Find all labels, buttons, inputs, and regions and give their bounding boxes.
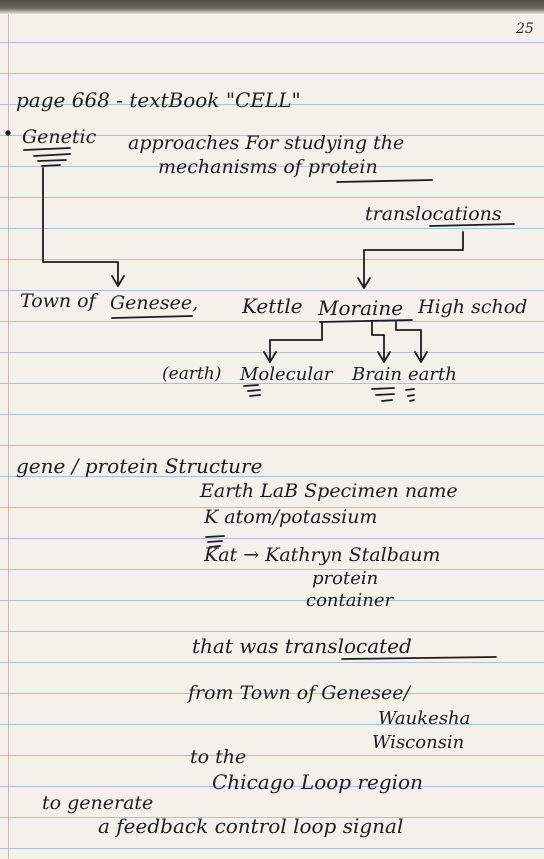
protein-word: protein (312, 568, 379, 589)
earth-word: earth (408, 364, 457, 385)
earth-paren: (earth) (162, 364, 222, 384)
arrow-translocations-moraine (364, 232, 463, 285)
branch-brain (372, 322, 384, 360)
underline-moraine (320, 320, 412, 322)
wisconsin-word: Wisconsin (372, 732, 465, 753)
page-number: 25 (516, 21, 534, 37)
source-line: page 668 - textBook "CELL" (16, 88, 301, 112)
from-line: from Town of Genesee/ (188, 682, 410, 704)
kettle-word: Kettle (242, 294, 303, 318)
bullet-dot (6, 131, 10, 135)
brain-word: Brain (352, 364, 402, 385)
town-of: Town of (20, 290, 96, 312)
approaches-line: approaches For studying the (128, 132, 405, 154)
high-school: High schod (418, 296, 528, 318)
k-atom-line: K atom/potassium (204, 506, 378, 528)
branch-molecular (270, 322, 322, 360)
gene-protein-line: gene / protein Structure (16, 454, 263, 478)
that-was-line: that was translocated (192, 634, 412, 658)
underline-genesee (112, 316, 192, 318)
moraine-word: Moraine (318, 296, 404, 320)
to-the-line: to the (190, 746, 247, 768)
earth-lab-line: Earth LaB Specimen name (200, 480, 458, 502)
translocations-word: translocations (365, 203, 502, 225)
mechanisms-line: mechanisms of protein (158, 156, 378, 178)
waukesha-word: Waukesha (378, 708, 471, 729)
genetic-word: Genetic (22, 126, 97, 148)
mark-earth (406, 389, 414, 401)
genesee-word: Genesee, (110, 292, 199, 314)
underline-genetic (24, 148, 70, 150)
chicago-line: Chicago Loop region (212, 770, 423, 794)
arrow-genetic-genesee (43, 168, 118, 284)
mark-brain (372, 388, 394, 401)
feedback-line: a feedback control loop signal (98, 814, 404, 838)
mark-molecular (244, 385, 260, 396)
molecular-word: Molecular (240, 364, 333, 385)
underline-protein (337, 180, 432, 182)
to-generate-line: to generate (42, 792, 154, 814)
container-word: container (306, 590, 394, 611)
kat-line: Kat → Kathryn Stalbaum (204, 544, 441, 566)
